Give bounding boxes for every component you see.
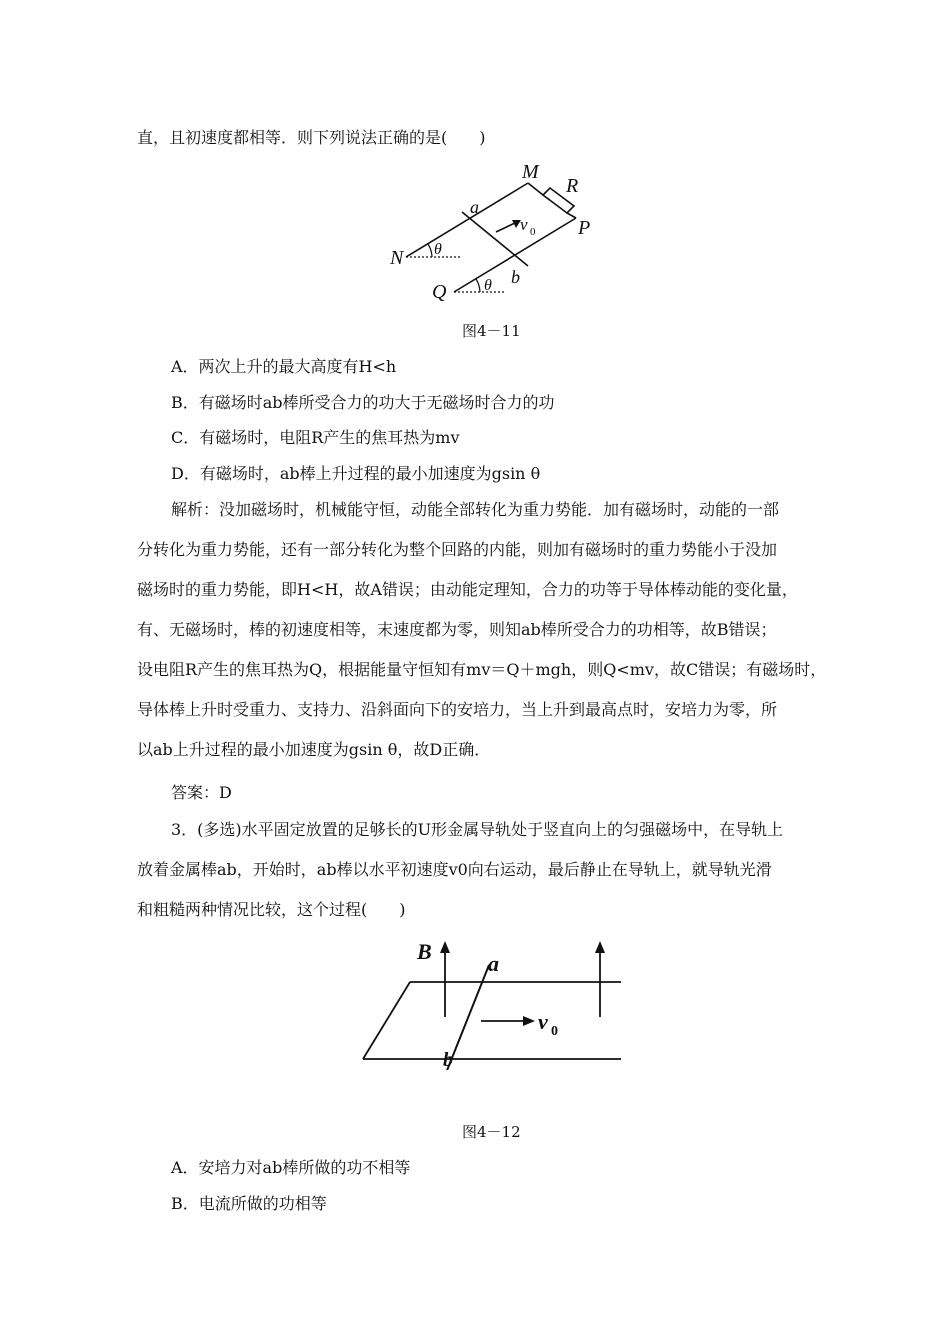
label-v-subscript: 0 <box>530 226 536 238</box>
analysis-line-7: 以ab上升过程的最小加速度为gsin θ，故D正确． <box>137 740 491 759</box>
field-arrowhead-left <box>440 941 450 953</box>
analysis-line-3: 磁场时的重力势能，即H<H，故A错误；由动能定理知，合力的功等于导体棒动能的变化量， <box>137 580 798 599</box>
analysis-line-4: 有、无磁场时，棒的初速度相等，末速度都为零，则知ab棒所受合力的功相等，故B错误； <box>137 620 777 639</box>
analysis-line-1: 解析：没加磁场时，机械能守恒，动能全部转化为重力势能．加有磁场时，动能的一部 <box>171 500 780 519</box>
question-3-line-2: 放着金属棒ab，开始时，ab棒以水平初速度v0向右运动，最后静止在导轨上，就导轨光滑 <box>137 860 772 879</box>
label-a: a <box>488 951 499 976</box>
question-3-line-1: 3．(多选)水平固定放置的足够长的U形金属导轨处于竖直向上的匀强磁场中，在导轨上 <box>171 820 784 839</box>
field-arrowhead-right <box>595 941 605 953</box>
analysis-line-6: 导体棒上升时受重力、支持力、沿斜面向下的安培力，当上升到最高点时，安培力为零，所 <box>137 700 778 719</box>
q3-option-b: B．电流所做的功相等 <box>171 1194 327 1213</box>
wire-R-P <box>567 213 576 218</box>
angle-arc-N <box>428 244 432 257</box>
label-M: M <box>522 161 539 183</box>
label-v: v <box>520 215 528 234</box>
rail-left <box>363 982 410 1059</box>
label-P: P <box>578 217 591 239</box>
label-theta-Q: θ <box>484 277 492 294</box>
label-b: b <box>511 267 520 287</box>
analysis-line-5: 设电阻R产生的焦耳热为Q，根据能量守恒知有mv＝Q＋mgh，则Q<mv，故C错误；有磁场时， <box>137 660 827 679</box>
question-2-stem-tail: 直，且初速度都相等．则下列说法正确的是( ) <box>137 128 486 147</box>
question-3-line-3: 和粗糙两种情况比较，这个过程( ) <box>137 900 406 919</box>
label-Q: Q <box>432 281 447 303</box>
rail-NM <box>406 183 528 257</box>
q2-option-b: B．有磁场时ab棒所受合力的功大于无磁场时合力的功 <box>171 393 555 412</box>
wire-M-R <box>528 183 543 195</box>
label-b: b <box>443 1049 453 1070</box>
label-N: N <box>390 247 404 269</box>
figure-4-12-caption: 图4－12 <box>462 1123 521 1141</box>
velocity-arrowhead <box>523 1016 535 1026</box>
q2-option-d: D．有磁场时，ab棒上升过程的最小加速度为gsin θ <box>171 464 541 483</box>
label-B: B <box>417 939 432 964</box>
label-R: R <box>566 175 579 197</box>
q3-option-a: A．安培力对ab棒所做的功不相等 <box>171 1158 411 1177</box>
figure-4-12-horizontal-rails <box>355 935 630 1070</box>
q2-option-c: C．有磁场时，电阻R产生的焦耳热为mv <box>171 428 460 447</box>
angle-arc-Q <box>476 279 480 292</box>
analysis-line-2: 分转化为重力势能，还有一部分转化为整个回路的内能，则加有磁场时的重力势能小于没加 <box>137 540 778 559</box>
label-v-subscript: 0 <box>551 1024 558 1039</box>
answer-line: 答案：D <box>171 783 232 802</box>
label-v: v <box>538 1009 548 1034</box>
label-theta-N: θ <box>434 241 442 258</box>
figure-4-11-caption: 图4－11 <box>462 322 521 340</box>
label-a: a <box>470 197 479 217</box>
figure-4-11-inclined-rails <box>380 158 610 303</box>
q2-option-a: A．两次上升的最大高度有H<h <box>171 357 397 376</box>
